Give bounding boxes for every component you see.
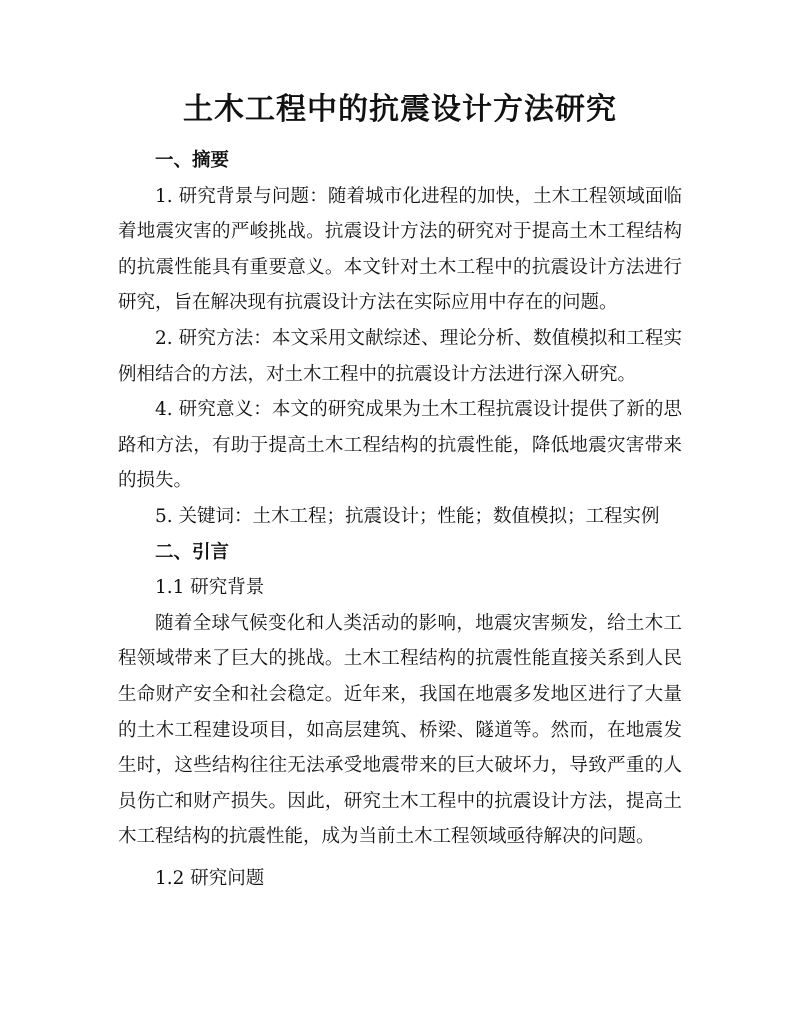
section-heading-abstract: 一、摘要: [155, 150, 230, 171]
document-title: 土木工程中的抗震设计方法研究: [183, 92, 617, 127]
abstract-paragraph-significance: 4. 研究意义：本文的研究成果为土木工程抗震设计提供了新的思路和方法，有助于提高土木工程结构的抗震性能，降低地震灾害带来的损失。: [118, 399, 682, 492]
section-heading-introduction: 二、引言: [155, 541, 230, 563]
subsection-heading-research-question: 1.2 研究问题: [155, 867, 265, 889]
abstract-paragraph-method: 2. 研究方法：本文采用文献综述、理论分析、数值模拟和工程实例相结合的方法，对土木工程中的抗震设计方法进行深入研究。: [118, 327, 682, 385]
subsection-heading-background: 1.1 研究背景: [155, 577, 265, 599]
abstract-keywords: 5. 关键词：土木工程；抗震设计；性能；数值模拟；工程实例: [155, 505, 660, 527]
abstract-paragraph-background: 1. 研究背景与问题：随着城市化进程的加快，土木工程领域面临着地震灾害的严峻挑战。抗震设计方法的研究对于提高土木工程结构的抗震性能具有重要意义。本文针对土木工程中的抗震设计方法进行研究，旨在解决现有抗震设计方法在实际应用中存在的问题。: [118, 185, 682, 314]
document-body: [118, 143, 682, 896]
introduction-paragraph-background: 随着全球气候变化和人类活动的影响，地震灾害频发，给土木工程领域带来了巨大的挑战。土木工程结构的抗震性能直接关系到人民生命财产安全和社会稳定。近年来，我国在地震多发地区进行了大量的土木工程建设项目，如高层建筑、桥梁、隧道等。然而，在地震发生时，这些结构往往无法承受地震带来的巨大破坏力，导致严重的人员伤亡和财产损失。因此，研究土木工程中的抗震设计方法，提高土木工程结构的抗震性能，成为当前土木工程领域亟待解决的问题。: [118, 612, 682, 848]
